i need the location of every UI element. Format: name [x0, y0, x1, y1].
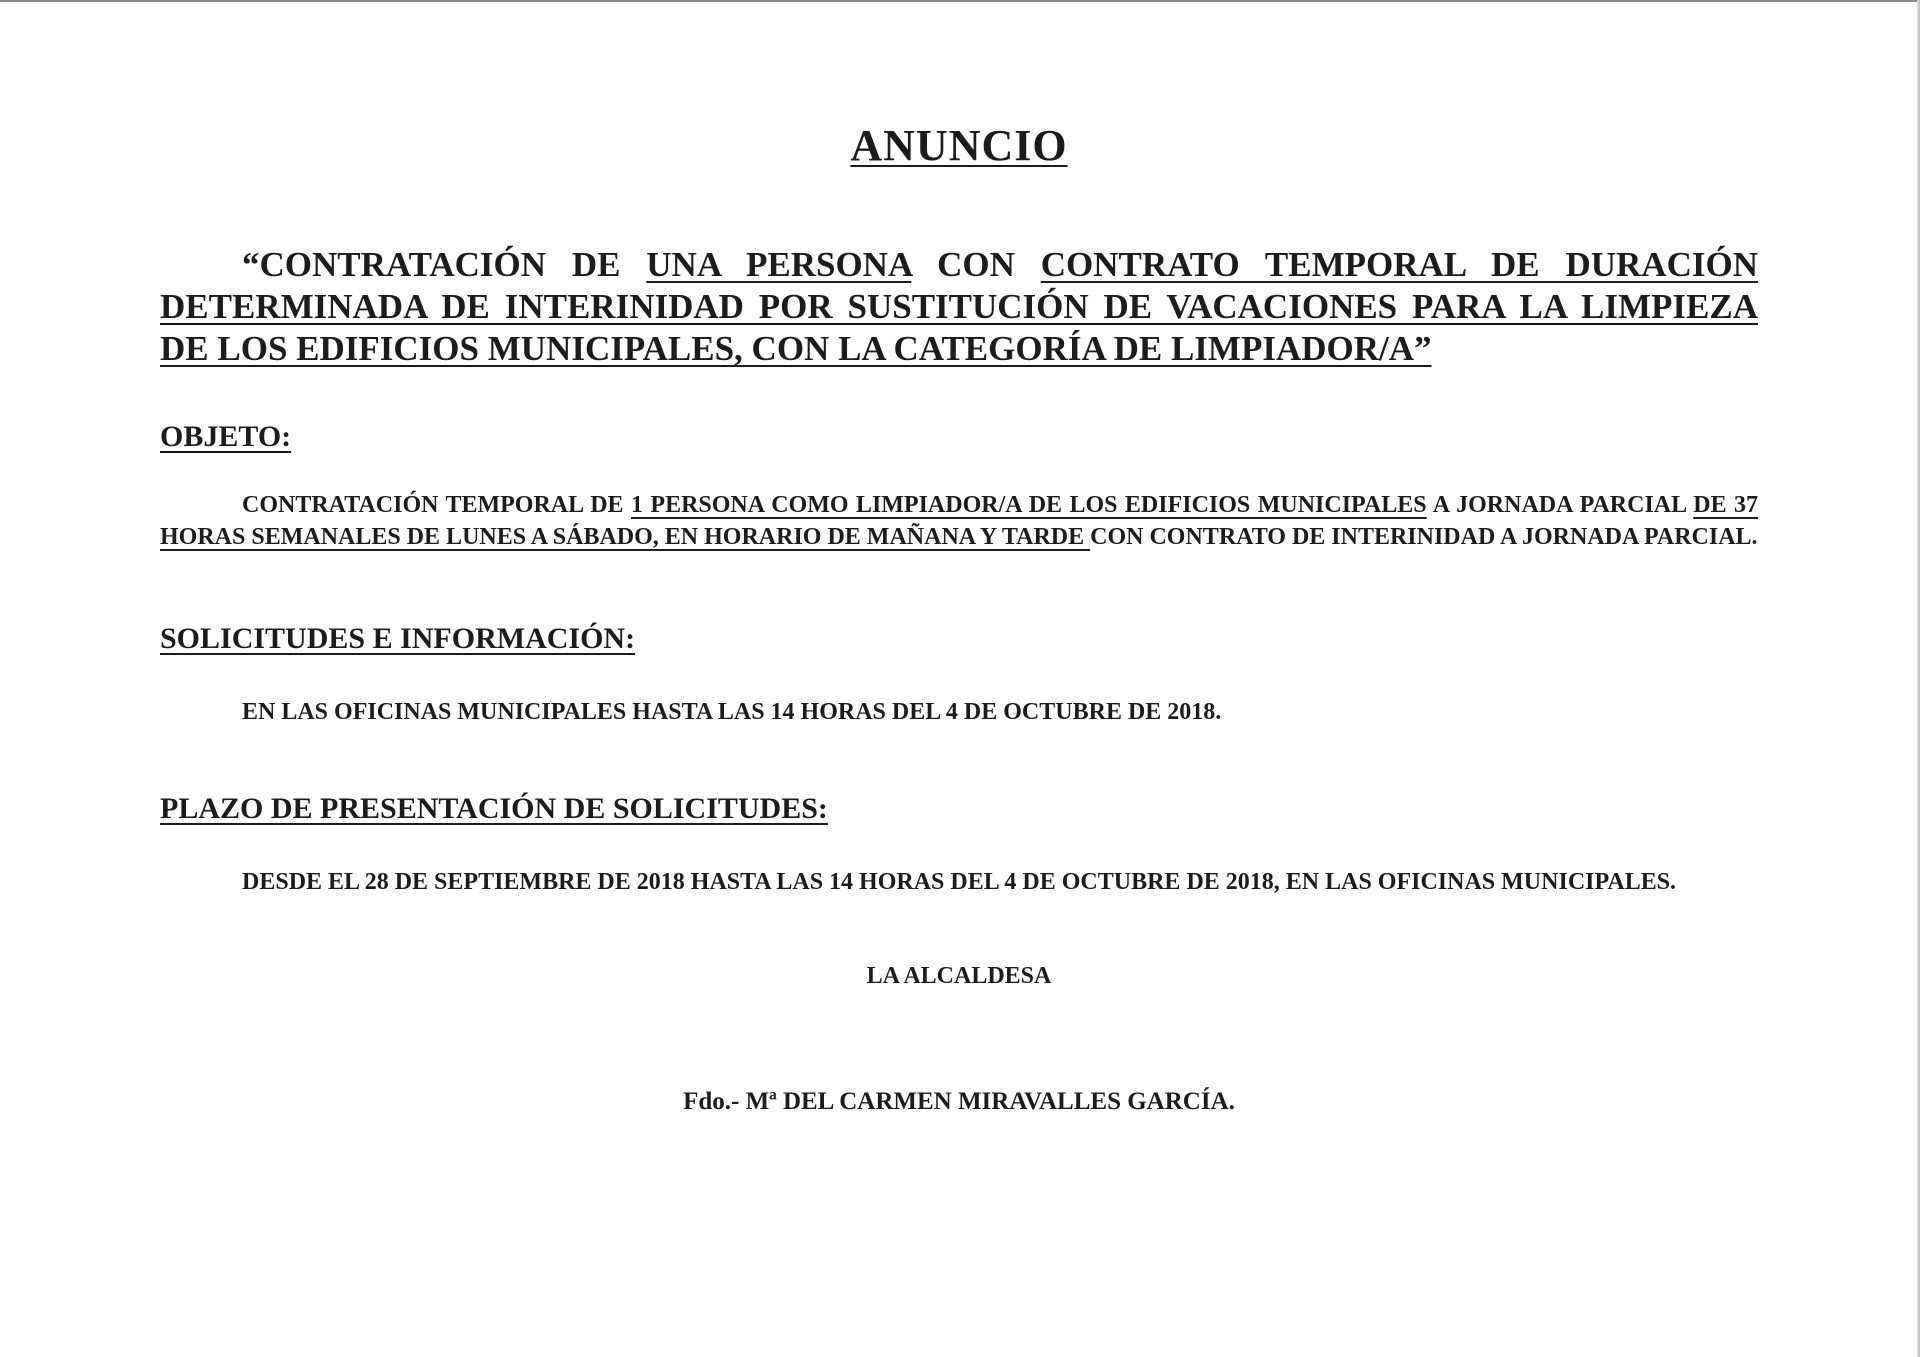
plazo-paragraph: DESDE EL 28 DE SEPTIEMBRE DE 2018 HASTA LAS 14 HORAS DEL 4 DE OCTUBRE DE 2018, EN LAS OFICINAS MUNICIPALES.: [242, 869, 1677, 895]
plazo-label: PLAZO DE PRESENTACIÓN DE SOLICITUDES:: [160, 792, 828, 825]
heading-part-2: UNA PERSONA: [646, 245, 912, 284]
objeto-part-2: 1 PERSONA COMO LIMPIADOR/A DE LOS EDIFICIOS MUNICIPALES: [630, 492, 1427, 518]
heading-part-1: “CONTRATACIÓN DE: [242, 245, 647, 284]
objeto-label: OBJETO:: [160, 420, 292, 453]
signature-name: Fdo.- Mª DEL CARMEN MIRAVALLES GARCÍA.: [683, 1088, 1235, 1115]
announcement-heading: [160, 244, 1758, 370]
document-title: ANUNCIO: [850, 121, 1068, 170]
objeto-part-5: CON CONTRATO DE INTERINIDAD A JORNADA PARCIAL.: [1090, 524, 1758, 550]
objeto-part-1: CONTRATACIÓN TEMPORAL DE: [242, 492, 631, 518]
solicitudes-paragraph: EN LAS OFICINAS MUNICIPALES HASTA LAS 14 HORAS DEL 4 DE OCTUBRE DE 2018.: [242, 699, 1222, 725]
heading-part-4: CONTRATO TEMPORAL DE DURACIÓN DETERMINADA DE INTERINIDAD POR SUSTITUCIÓN DE VACACIONES PARA LA LIMPIEZA DE LOS EDIFICIOS MUNICIPALES, CON LA CATEGORÍA DE LIMPIADOR/A”: [160, 245, 1758, 368]
document-page: [160, 0, 1758, 1357]
signature-role: LA ALCALDESA: [866, 963, 1052, 989]
objeto-part-4: DE 37 HORAS SEMANALES DE LUNES A SÁBADO, EN HORARIO DE MAÑANA Y TARDE: [160, 492, 1758, 550]
heading-part-3: CON: [911, 245, 1041, 284]
objeto-paragraph: [160, 489, 1758, 553]
solicitudes-label: SOLICITUDES E INFORMACIÓN:: [160, 622, 636, 655]
objeto-part-3: A JORNADA PARCIAL: [1426, 492, 1694, 518]
